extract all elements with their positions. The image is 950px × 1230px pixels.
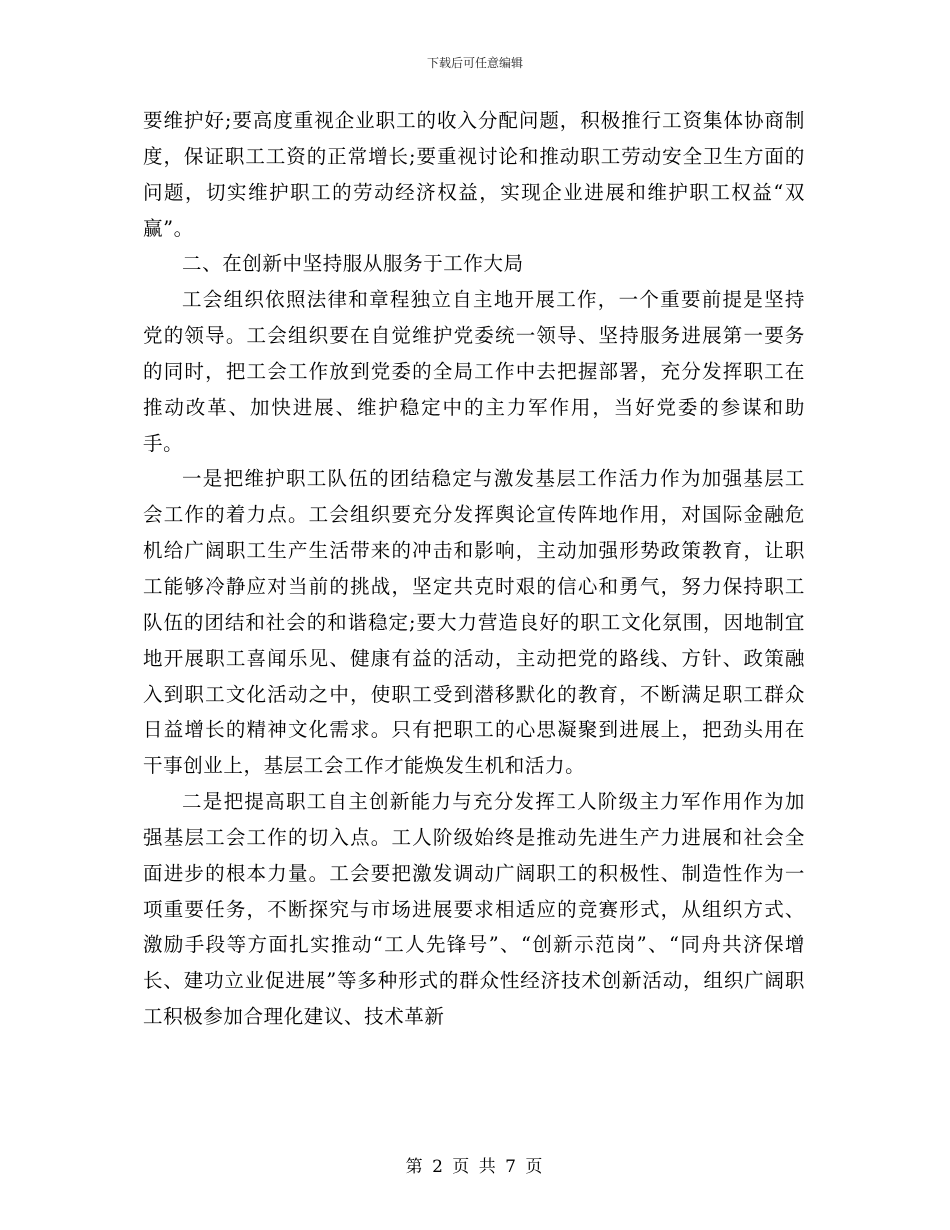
page-number-footer: 第 2 页 共 7 页: [405, 1157, 545, 1177]
paragraph: 二是把提高职工自主创新能力与充分发挥工人阶级主力军作用作为加强基层工会工作的切入点。工人阶级始终是推动先进生产力进展和社会全面进步的根本力量。工会要把激发调动广阔职工的积极性、制造性作为一项重要任务，不断探究与市场进展要求相适应的竞赛形式，从组织方式、激励手段等方面扎实推动“工人先锋号”、“创新示范岗”、“同舟共济保增长、建功立业促进展”等多种形式的群众性经济技术创新活动，组织广阔职工积极参加合理化建议、技术革新: [143, 790, 805, 1029]
document-body: [143, 103, 805, 1035]
paragraph: 一是把维护职工队伍的团结稳定与激发基层工作活力作为加强基层工会工作的着力点。工会组织要充分发挥舆论宣传阵地作用，对国际金融危机给广阔职工生产生活带来的冲击和影响，主动加强形势政策教育，让职工能够冷静应对当前的挑战，坚定共克时艰的信心和勇气，努力保持职工队伍的团结和社会的和谐稳定;要大力营造良好的职工文化氛围，因地制宜地开展职工喜闻乐见、健康有益的活动，主动把党的路线、方针、政策融入到职工文化活动之中，使职工受到潜移默化的教育，不断满足职工群众日益增长的精神文化需求。只有把职工的心思凝聚到进展上，把劲头用在干事创业上，基层工会工作才能焕发生机和活力。: [143, 467, 805, 778]
paragraph: 工会组织依照法律和章程独立自主地开展工作，一个重要前提是坚持党的领导。工会组织要在自觉维护党委统一领导、坚持服务进展第一要务的同时，把工会工作放到党委的全局工作中去把握部署，充分发挥职工在推动改革、加快进展、维护稳定中的主力军作用，当好党委的参谋和助手。: [143, 288, 805, 455]
section-heading: 二、在创新中坚持服从服务于工作大局: [182, 252, 524, 276]
paragraph-continuation: 要维护好;要高度重视企业职工的收入分配问题，积极推行工资集体协商制度，保证职工工资的正常增长;要重视讨论和推动职工劳动安全卫生方面的问题，切实维护职工的劳动经济权益，实现企业进展和维护职工权益“双赢”。: [143, 109, 805, 240]
page-header-note: 下载后可任意编辑: [426, 56, 523, 70]
